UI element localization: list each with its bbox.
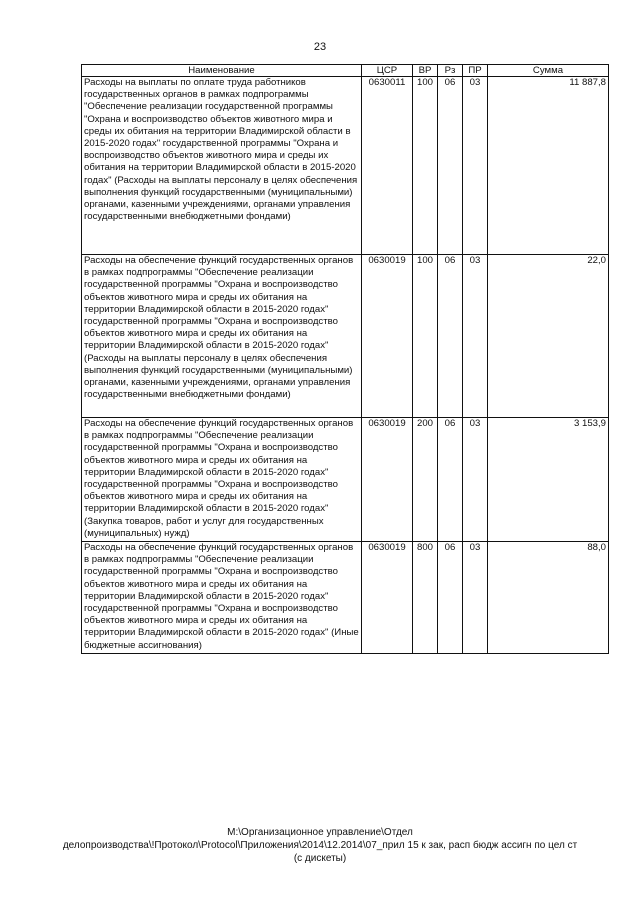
header-name: Наименование (82, 65, 362, 77)
footer-line-3: (с дискеты) (293, 853, 347, 864)
file-path-footer (0, 826, 640, 865)
table-row (82, 77, 609, 255)
table-row (82, 418, 609, 542)
row-vr: 200 (413, 418, 438, 542)
row-sum: 88,0 (488, 542, 609, 654)
row-csr: 0630011 (362, 77, 413, 255)
row-name: Расходы на обеспечение функций государственных органов в рамках подпрограммы "Обеспечение реализации государственной программы "Охрана и воспроизводство объектов животного мира и среды их обитания на территории Владимирской области в 2015-2020 годах" государственной программы "Охрана и воспроизводство объектов животного мира и среды их обитания на территории Владимирской области в 2015-2020 годах" (Иные бюджетные ассигнования) (82, 542, 362, 654)
row-vr: 800 (413, 542, 438, 654)
row-pr: 03 (463, 77, 488, 255)
row-pr: 03 (463, 418, 488, 542)
table-row (82, 255, 609, 418)
row-rz: 06 (438, 542, 463, 654)
row-name: Расходы на обеспечение функций государственных органов в рамках подпрограммы "Обеспечение реализации государственной программы "Охрана и воспроизводство объектов животного мира и среды их обитания на территории Владимирской области в 2015-2020 годах" государственной программы "Охрана и воспроизводство объектов животного мира и среды их обитания на территории Владимирской области в 2015-2020 годах" (Закупка товаров, работ и услуг для государственных (муниципальных) нужд) (82, 418, 362, 542)
header-sum: Сумма (488, 65, 609, 77)
row-csr: 0630019 (362, 418, 413, 542)
footer-line-2: делопроизводства\!Протокол\Protocol\Приложения\2014\12.2014\07_прил 15 к зак, расп бюдж ассигн по цел ст (62, 840, 578, 851)
row-csr: 0630019 (362, 255, 413, 418)
footer-line-1: М:\Организационное управление\Отдел (227, 827, 413, 838)
row-rz: 06 (438, 77, 463, 255)
row-sum: 3 153,9 (488, 418, 609, 542)
row-rz: 06 (438, 255, 463, 418)
header-pr: ПР (463, 65, 488, 77)
row-pr: 03 (463, 255, 488, 418)
row-vr: 100 (413, 255, 438, 418)
table-header-row (82, 65, 609, 77)
header-csr: ЦСР (362, 65, 413, 77)
table-row (82, 542, 609, 654)
row-name: Расходы на выплаты по оплате труда работников государственных органов в рамках подпрограммы "Обеспечение реализации государственной программы "Охрана и воспроизводство объектов животного мира и среды их обитания на территории Владимирской области в 2015-2020 годах" государственной программы "Охрана и воспроизводство объектов животного мира и среды их обитания на территории Владимирской области в 2015-2020 годах" (Расходы на выплаты персоналу в целях обеспечения выполнения функций государственными (муниципальными) органами, казенными учреждениями, органами управления государственными внебюджетными фондами) (82, 77, 362, 255)
row-sum: 11 887,8 (488, 77, 609, 255)
row-name: Расходы на обеспечение функций государственных органов в рамках подпрограммы "Обеспечение реализации государственной программы "Охрана и воспроизводство объектов животного мира и среды их обитания на территории Владимирской области в 2015-2020 годах" государственной программы "Охрана и воспроизводство объектов животного мира и среды их обитания на территории Владимирской области в 2015-2020 годах" (Расходы на выплаты персоналу в целях обеспечения выполнения функций государственными (муниципальными) органами, казенными учреждениями, органами управления государственными внебюджетными фондами) (82, 255, 362, 418)
row-csr: 0630019 (362, 542, 413, 654)
row-sum: 22,0 (488, 255, 609, 418)
row-rz: 06 (438, 418, 463, 542)
header-rz: Рз (438, 65, 463, 77)
budget-table (81, 64, 609, 654)
header-vr: ВР (413, 65, 438, 77)
row-pr: 03 (463, 542, 488, 654)
row-vr: 100 (413, 77, 438, 255)
page-number: 23 (313, 41, 327, 53)
